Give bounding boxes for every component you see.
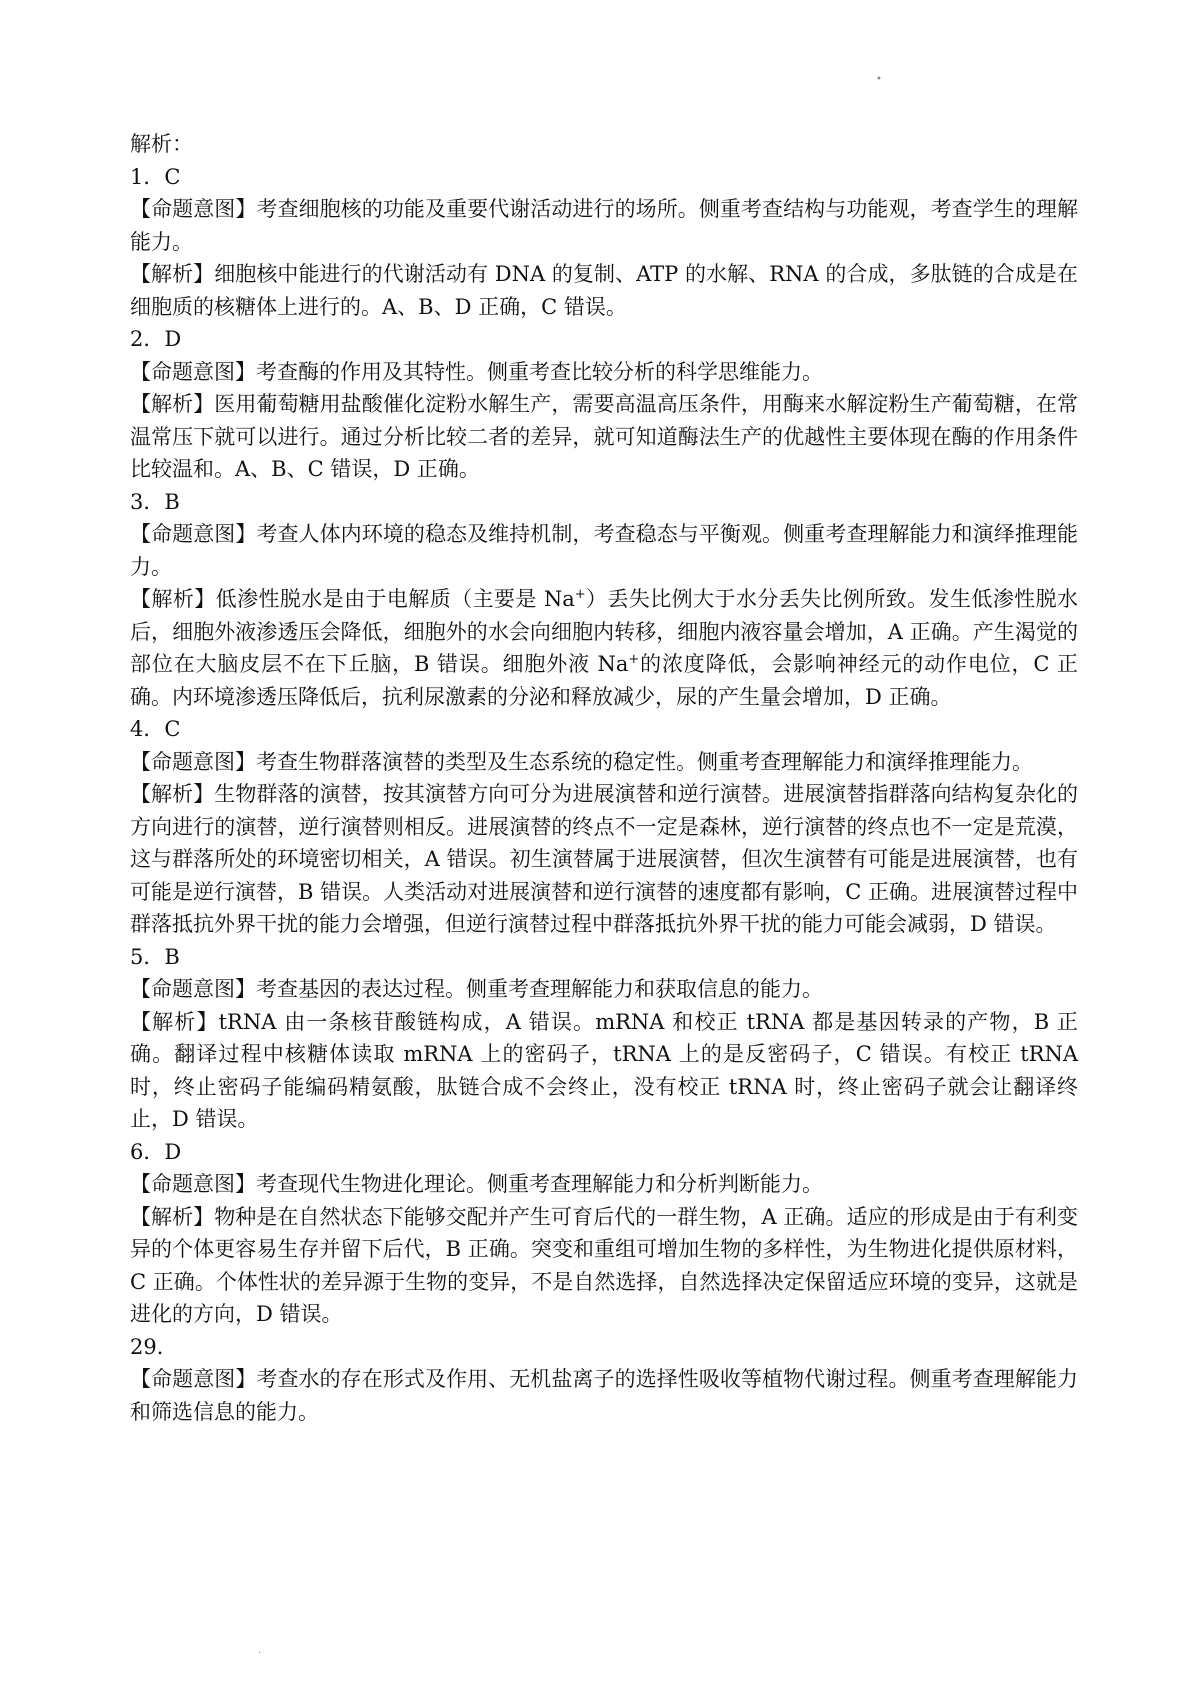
scan-dot: · [258,1648,262,1659]
analysis-text-part: ）丢失比例大于水分丢失比例所致。发生低渗性脱水后，细胞外液渗透压会降低，细胞外的水会向细胞内转移，细胞内液容量会增加，A 正确。产生渴觉的部位在大脑皮层不在下丘脑，B 错误。细胞外液 Na [130,587,1078,676]
scan-dot: • [876,74,882,85]
section-heading: 解析： [130,132,193,156]
intent-text: 【命题意图】考查酶的作用及其特性。侧重考查比较分析的科学思维能力。 [130,359,823,384]
analysis-text: 【解析】细胞核中能进行的代谢活动有 DNA 的复制、ATP 的水解、RNA 的合成，多肽链的合成是在细胞质的核糖体上进行的。A、B、D 正确，C 错误。 [130,262,1078,319]
question-number: 6．D [130,1139,182,1164]
question-number: 5．B [130,944,180,969]
analysis-text: 【解析】生物群落的演替，按其演替方向可分为进展演替和逆行演替。进展演替指群落向结构复杂化的方向进行的演替，逆行演替则相反。进展演替的终点不一定是森林，逆行演替的终点也不一定是荒漠，这与群落所处的环境密切相关，A 错误。初生演替属于进展演替，但次生演替有可能是进展演替，也有可能是逆行演替，B 错误。人类活动对进展演替和逆行演替的速度都有影响，C 正确。进展演替过程中群落抵抗外界干扰的能力会增强，但逆行演替过程中群落抵抗外界干扰的能力可能会减弱，D 错误。 [130,782,1078,936]
intent-text: 【命题意图】考查水的存在形式及作用、无机盐离子的选择性吸收等植物代谢过程。侧重考查理解能力和筛选信息的能力。 [130,1367,1078,1424]
question-number: 3．B [130,489,180,514]
superscript-charge: + [628,652,640,667]
question-number: 1．C [130,164,181,189]
question-number: 2．D [130,327,182,351]
analysis-text: 【解析】物种是在自然状态下能够交配并产生可育后代的一群生物，A 正确。适应的形成是由于有利变异的个体更容易生存并留下后代，B 正确。突变和重组可增加生物的多样性，为生物进化提供原材料，C 正确。个体性状的差异源于生物的变异，不是自然选择，自然选择决定保留适应环境的变异，这就是进化的方向，D 错误。 [130,1204,1078,1326]
intent-text: 【命题意图】考查生物群落演替的类型及生态系统的稳定性。侧重考查理解能力和演绎推理能力。 [130,749,1033,774]
intent-text: 【命题意图】考查基因的表达过程。侧重考查理解能力和获取信息的能力。 [130,977,823,1001]
analysis-text: 【解析】tRNA 由一条核苷酸链构成，A 错误。mRNA 和校正 tRNA 都是基因转录的产物，B 正确。翻译过程中核糖体读取 mRNA 上的密码子，tRNA 上的是反密码子，C 错误。有校正 tRNA 时，终止密码子能编码精氨酸，肽链合成不会终止，没有校正 tRNA 时，终止密码子就会让翻译终止，D 错误。 [130,1009,1078,1131]
question-number: 4．C [130,717,181,741]
answer-analysis [130,128,1078,1428]
analysis-text-part: 【解析】低渗性脱水是由于电解质（主要是 Na [130,587,575,611]
intent-text: 【命题意图】考查现代生物进化理论。侧重考查理解能力和分析判断能力。 [130,1172,823,1196]
analysis-text [130,583,1078,713]
intent-text: 【命题意图】考查人体内环境的稳态及维持机制，考查稳态与平衡观。侧重考查理解能力和演绎推理能力。 [130,522,1078,579]
superscript-charge: + [574,587,586,602]
intent-text: 【命题意图】考查细胞核的功能及重要代谢活动进行的场所。侧重考查结构与功能观，考查学生的理解能力。 [130,197,1078,254]
analysis-text: 【解析】医用葡萄糖用盐酸催化淀粉水解生产，需要高温高压条件，用酶来水解淀粉生产葡萄糖，在常温常压下就可以进行。通过分析比较二者的差异，就可知道酶法生产的优越性主要体现在酶的作用条件比较温和。A、B、C 错误，D 正确。 [130,392,1078,481]
analysis-text-part: 的浓度降低，会影响神经元的动作电位，C 正确。内环境渗透压降低后，抗利尿激素的分泌和释放减少，尿的产生量会增加，D 正确。 [130,652,1078,709]
question-number: 29． [130,1334,178,1359]
